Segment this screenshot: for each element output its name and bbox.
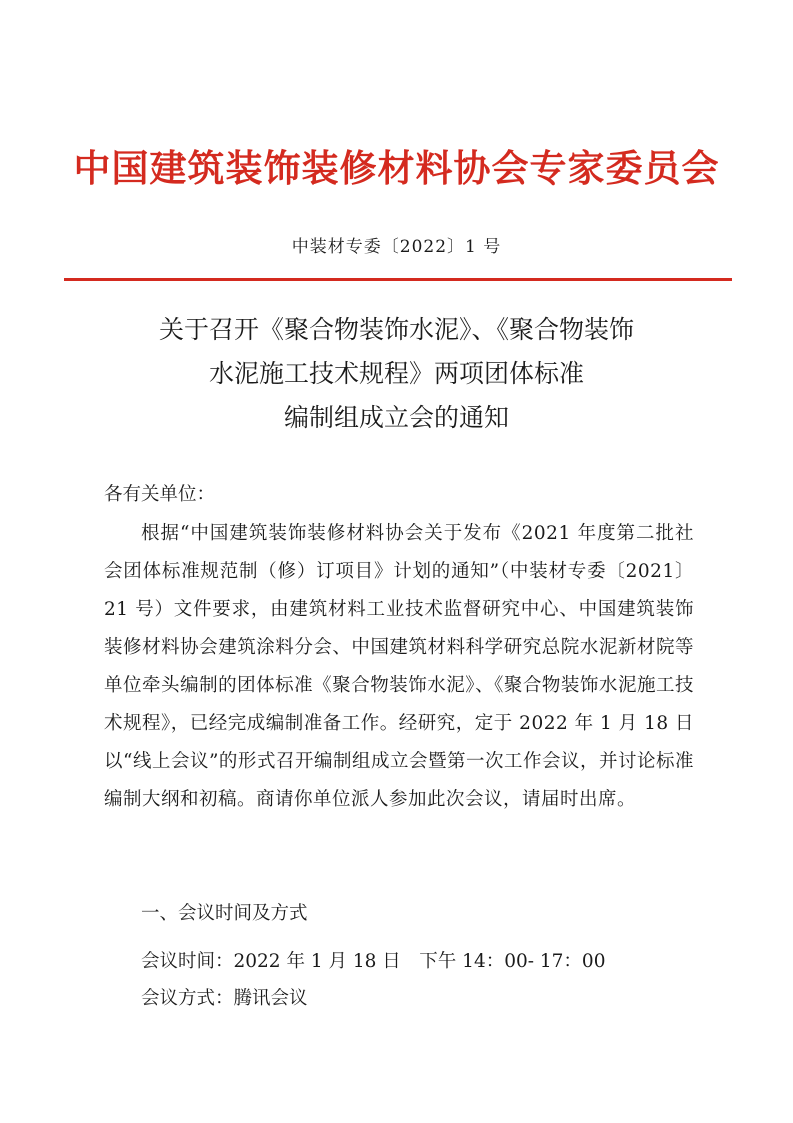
red-divider <box>64 278 732 281</box>
salutation: 各有关单位： <box>104 484 216 505</box>
title-line-3: 编制组成立会的通知 <box>283 403 509 432</box>
section-heading: 一、会议时间及方式 <box>141 903 308 924</box>
organization-header: 中国建筑装饰装修材料协会专家委员会 <box>73 147 720 190</box>
title-line-2: 水泥施工技术规程》两项团体标准 <box>208 359 584 388</box>
body-paragraph: 根据“中国建筑装饰装修材料协会关于发布《2021 年度第二批社会团体标准规范制（修）订项目》计划的通知”（中装材专委〔2021〕21 号）文件要求，由建筑材料工业技术监督研究中心、中国建筑装饰装修材料协会建筑涂料分会、中国建筑材料科学研究总院水泥新材院等单位牵头编制的团体标准《聚合物装饰水泥》、《聚合物装饰水泥施工技术规程》，已经完成编制准备工作。经研究，定于 2022 年 1 月 18 日以“线上会议”的形式召开编制组成立会暨第一次工作会议，并讨论标准编制大纲和初稿。商请你单位派人参加此次会议，请届时出席。 <box>104 523 694 810</box>
meeting-time: 会议时间：2022 年 1 月 18 日 下午 14：00- 17：00 <box>141 951 606 972</box>
title-line-1: 关于召开《聚合物装饰水泥》、《聚合物装饰 <box>158 315 634 344</box>
document-number: 中装材专委〔2022〕1 号 <box>291 237 502 257</box>
notice-title <box>60 308 733 440</box>
meeting-method: 会议方式：腾讯会议 <box>141 988 308 1009</box>
